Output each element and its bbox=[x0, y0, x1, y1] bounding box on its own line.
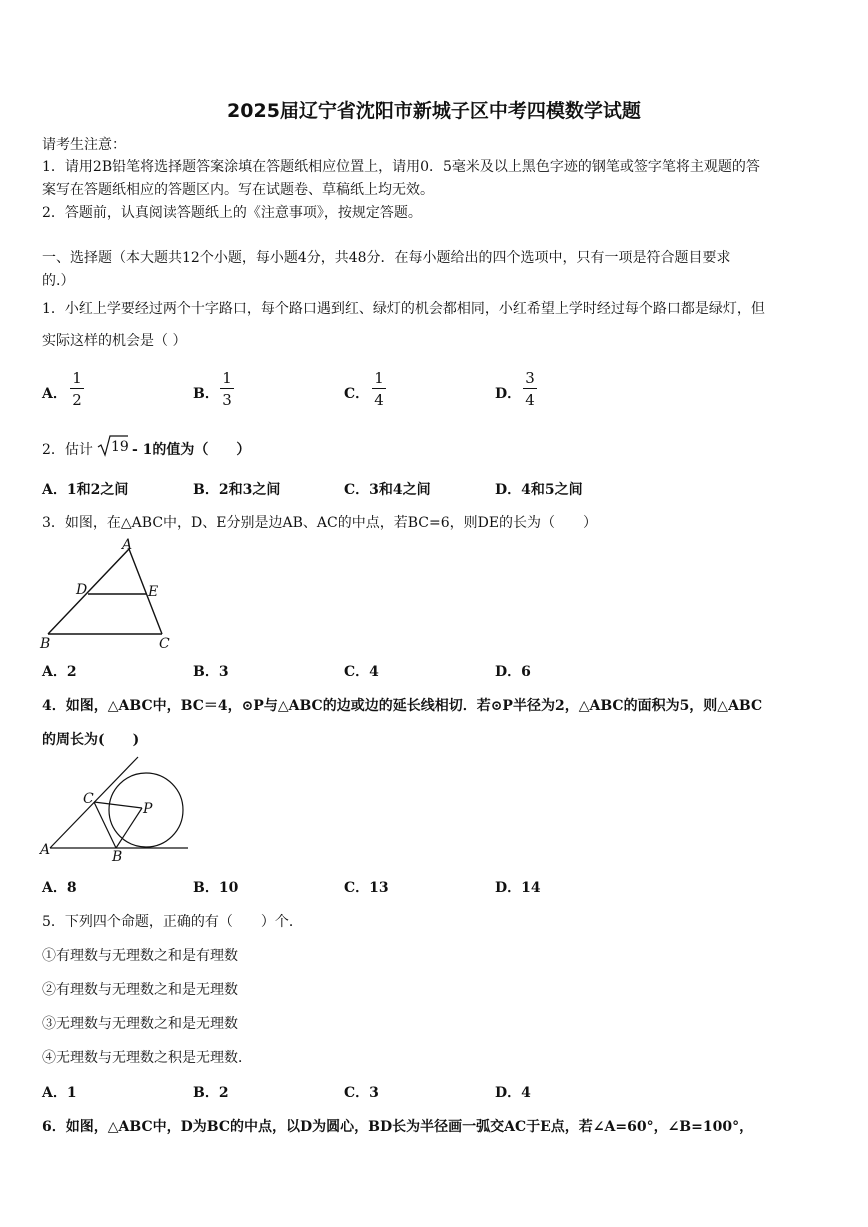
q1-option-b-label: B． bbox=[193, 386, 219, 402]
q1-option-c-label: C． bbox=[344, 386, 370, 402]
q5-option-a: A．1 bbox=[42, 1085, 77, 1101]
page-title: 2025届辽宁省沈阳市新城子区中考四模数学试题 bbox=[227, 100, 641, 122]
q1-option-a-fraction bbox=[70, 368, 84, 411]
notice-line-1b: 案写在答题纸相应的答题区内。写在试题卷、草稿纸上均无效。 bbox=[42, 182, 434, 198]
q3-triangle-figure bbox=[38, 536, 178, 656]
q3-option-b: B．3 bbox=[193, 664, 229, 680]
q1-option-d-label: D． bbox=[495, 386, 522, 402]
section-heading-line-1: 一、选择题（本大题共12个小题，每小题4分，共48分．在每小题给出的四个选项中，只有一项是符合题目要求 bbox=[42, 250, 731, 266]
q1-option-a-label: A． bbox=[42, 386, 67, 402]
q4-label-p: P bbox=[143, 801, 153, 817]
q3-side-ab bbox=[48, 549, 129, 634]
q2-option-c: C．3和4之间 bbox=[344, 482, 431, 498]
q4-segment-bp bbox=[116, 808, 142, 848]
q4-option-c: C．13 bbox=[344, 880, 389, 896]
q1-option-c-numerator: 1 bbox=[372, 368, 386, 389]
section-heading-line-2: 的.） bbox=[42, 273, 75, 289]
q4-label-a: A bbox=[40, 842, 51, 858]
notice-line-1a: 1．请用2B铅笔将选择题答案涂填在答题纸相应位置上，请用0．5毫米及以上黑色字迹的钢笔或签字笔将主观题的答 bbox=[42, 159, 760, 175]
q4-label-b: B bbox=[112, 849, 123, 865]
q1-option-d-denominator: 4 bbox=[525, 391, 535, 409]
q3-label-d: D bbox=[76, 582, 88, 598]
q1-option-b-denominator: 3 bbox=[222, 391, 232, 409]
q4-label-c: C bbox=[83, 791, 94, 807]
q3-option-a: A．2 bbox=[42, 664, 77, 680]
q2-option-a: A．1和2之间 bbox=[42, 482, 129, 498]
question-2-prefix: 2．估计 bbox=[42, 442, 93, 458]
q5-statement-2: ②有理数与无理数之和是无理数 bbox=[42, 982, 238, 998]
question-5-text: 5．下列四个命题，正确的有（ ）个． bbox=[42, 914, 303, 930]
q5-option-d: D．4 bbox=[495, 1085, 531, 1101]
question-1-line-1: 1．小红上学要经过两个十字路口，每个路口遇到红、绿灯的机会都相同，小红希望上学时经过每个路口都是绿灯，但 bbox=[42, 301, 765, 317]
q3-label-a: A bbox=[122, 537, 133, 553]
q1-option-a-numerator: 1 bbox=[70, 368, 84, 389]
q1-option-b-fraction bbox=[220, 368, 234, 411]
q1-option-c-denominator: 4 bbox=[374, 391, 384, 409]
q3-label-c: C bbox=[159, 636, 170, 652]
notice-line-2: 2．答题前，认真阅读答题纸上的《注意事项》，按规定答题。 bbox=[42, 205, 422, 221]
q3-option-d: D．6 bbox=[495, 664, 531, 680]
q1-option-d-numerator: 3 bbox=[523, 368, 537, 389]
q1-option-b-numerator: 1 bbox=[220, 368, 234, 389]
q5-statement-1: ①有理数与无理数之和是有理数 bbox=[42, 948, 238, 964]
q4-option-b: B．10 bbox=[193, 880, 239, 896]
q5-statement-4: ④无理数与无理数之积是无理数． bbox=[42, 1050, 252, 1066]
question-2-radicand: 19 bbox=[111, 439, 129, 455]
question-6-text: 6．如图，△ABC中，D为BC的中点，以D为圆心，BD长为半径画一弧交AC于E点，若∠A=60°，∠B=100°， bbox=[42, 1119, 754, 1135]
q1-option-d-fraction bbox=[523, 368, 537, 411]
question-1-line-2: 实际这样的机会是（ ） bbox=[42, 333, 187, 349]
q2-option-d: D．4和5之间 bbox=[495, 482, 583, 498]
q4-option-d: D．14 bbox=[495, 880, 541, 896]
question-4-line-1: 4．如图，△ABC中，BC＝4，⊙P与△ABC的边或边的延长线相切．若⊙P半径为2，△ABC的面积为5，则△ABC bbox=[42, 698, 763, 714]
q3-label-e: E bbox=[148, 584, 159, 600]
q4-circle-figure bbox=[38, 755, 193, 865]
question-2-suffix: - 1的值为（ ） bbox=[132, 442, 251, 458]
q3-option-c: C．4 bbox=[344, 664, 379, 680]
q1-option-c-fraction bbox=[372, 368, 386, 411]
q4-segment-cp bbox=[94, 802, 142, 808]
q5-statement-3: ③无理数与无理数之和是无理数 bbox=[42, 1016, 238, 1032]
question-3-text: 3．如图，在△ABC中，D、E分别是边AB、AC的中点，若BC=6，则DE的长为（ ） bbox=[42, 515, 598, 531]
q3-label-b: B bbox=[40, 636, 51, 652]
q1-option-a-denominator: 2 bbox=[72, 391, 82, 409]
question-4-line-2: 的周长为( ) bbox=[42, 732, 140, 748]
q5-option-c: C．3 bbox=[344, 1085, 379, 1101]
q4-option-a: A．8 bbox=[42, 880, 77, 896]
q2-option-b: B．2和3之间 bbox=[193, 482, 281, 498]
notice-heading: 请考生注意： bbox=[42, 137, 126, 153]
q5-option-b: B．2 bbox=[193, 1085, 229, 1101]
